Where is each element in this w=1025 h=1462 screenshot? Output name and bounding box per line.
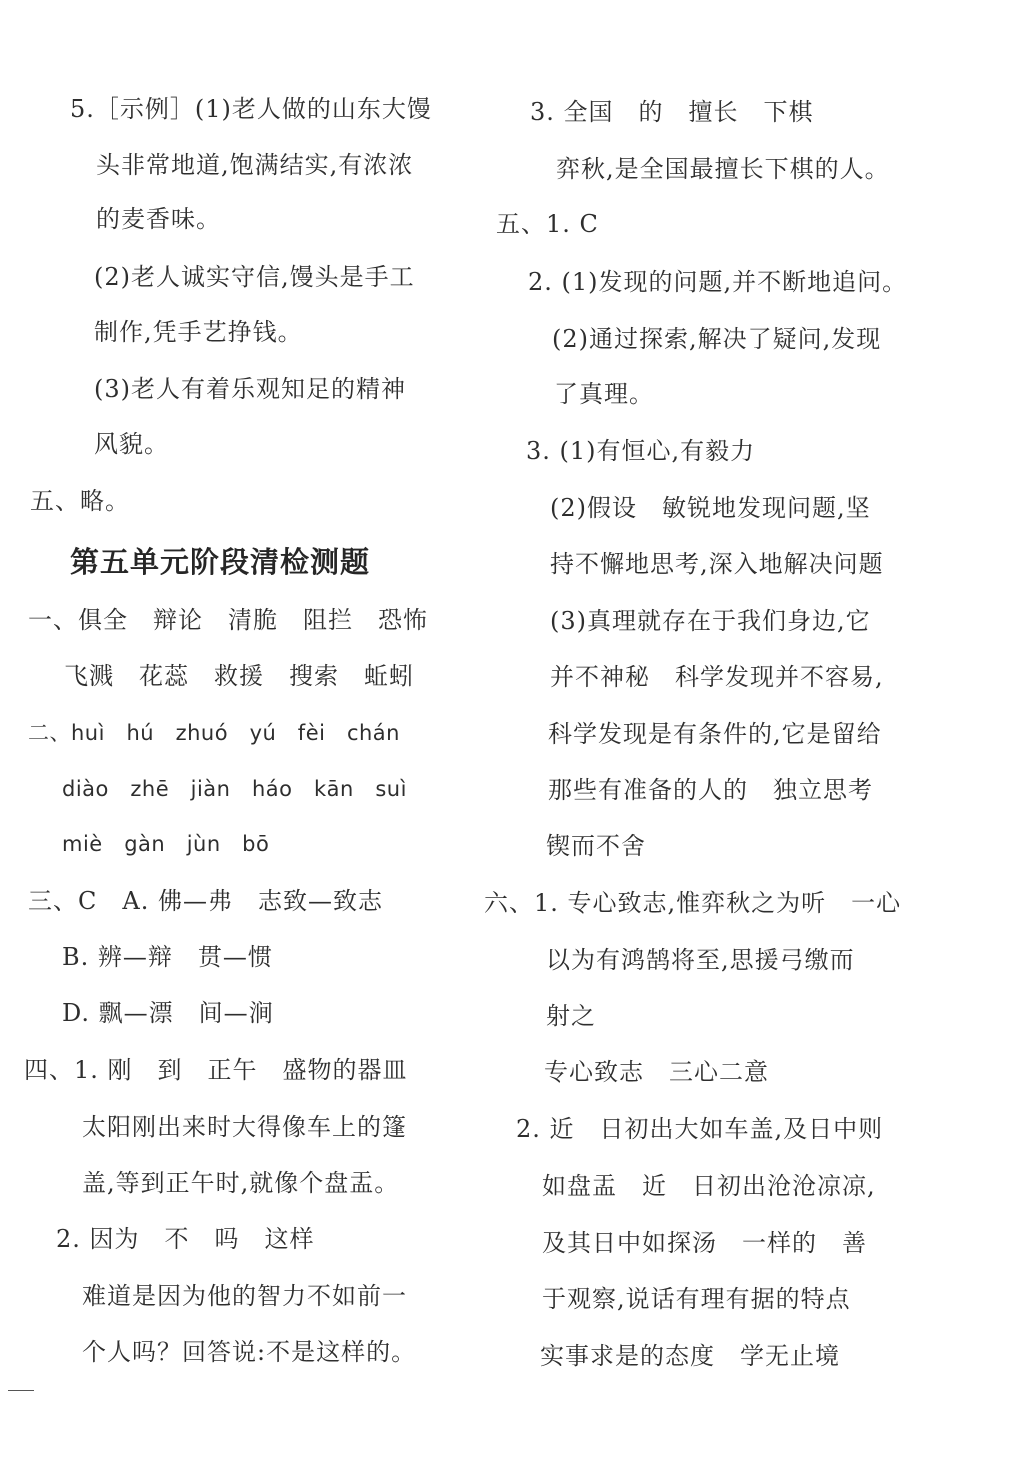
answer-5-3-line-1: (3)老人有着乐观知足的精神 <box>94 375 406 403</box>
section-5-3-line-7: 那些有准备的人的 独立思考 <box>548 776 873 804</box>
page-edge-mark <box>8 1390 34 1391</box>
answer-5-line-2: 头非常地道,饱满结实,有浓浓 <box>96 151 414 179</box>
answer-3-line-2: 弈秋,是全国最擅长下棋的人。 <box>556 155 890 183</box>
section-4-1-line-2: 太阳刚出来时大得像车上的篷 <box>82 1113 407 1141</box>
section-2-pinyin-line-1: 二、huì hú zhuó yú fèi chán <box>28 721 400 745</box>
section-6-1-line-1: 六、1. 专心致志,惟弈秋之为听 一心 <box>484 889 902 917</box>
section-5-3-line-5: 并不神秘 科学发现并不容易, <box>550 663 884 691</box>
section-5-2-line-3: 了真理。 <box>554 380 654 408</box>
section-5-1: 五、1. C <box>496 210 599 238</box>
answer-5-2-line-2: 制作,凭手艺挣钱。 <box>94 318 303 346</box>
section-5-answer: 五、略。 <box>30 487 130 515</box>
section-4-2-line-1: 2. 因为 不 吗 这样 <box>56 1225 315 1253</box>
answer-5-3-line-2: 风貌。 <box>94 430 169 458</box>
section-6-1-line-3: 射之 <box>546 1002 596 1030</box>
section-5-3-line-2: (2)假设 敏锐地发现问题,坚 <box>550 494 871 522</box>
section-6-2-line-4: 于观察,说话有理有据的特点 <box>542 1285 851 1313</box>
section-3-line-2: B. 辨—辩 贯—惯 <box>62 943 273 971</box>
section-5-3-line-3: 持不懈地思考,深入地解决问题 <box>550 550 884 578</box>
answer-3-line-1: 3. 全国 的 擅长 下棋 <box>530 98 814 126</box>
section-6-2-line-2: 如盘盂 近 日初出沧沧凉凉, <box>542 1172 876 1200</box>
section-6-2-line-3: 及其日中如探汤 一样的 善 <box>542 1229 867 1257</box>
section-4-1-line-1: 四、1. 刚 到 正午 盛物的器皿 <box>24 1056 408 1084</box>
section-4-2-line-2: 难道是因为他的智力不如前一 <box>82 1282 407 1310</box>
answer-5-line-3: 的麦香味。 <box>96 205 221 233</box>
section-4-1-line-3: 盖,等到正午时,就像个盘盂。 <box>82 1169 400 1197</box>
answer-5-line-1: 5.［示例］(1)老人做的山东大馒 <box>70 95 432 123</box>
section-5-3-line-8: 锲而不舍 <box>546 832 646 860</box>
section-6-1-line-2: 以为有鸿鹄将至,思援弓缴而 <box>546 946 855 974</box>
section-5-2-line-1: 2. (1)发现的问题,并不断地追问。 <box>528 268 908 296</box>
section-5-3-line-1: 3. (1)有恒心,有毅力 <box>526 437 756 465</box>
section-3-line-1: 三、C A. 佛—弗 志致—致志 <box>28 887 383 915</box>
section-6-2-line-1: 2. 近 日初出大如车盖,及日中则 <box>516 1115 884 1143</box>
answer-5-2-line-1: (2)老人诚实守信,馒头是手工 <box>94 263 415 291</box>
section-2-pinyin-line-3: miè gàn jùn bō <box>62 832 270 856</box>
section-4-2-line-3: 个人吗？回答说:不是这样的。 <box>82 1338 417 1366</box>
unit-title: 第五单元阶段清检测题 <box>70 545 371 579</box>
section-6-2-line-5: 实事求是的态度 学无止境 <box>540 1342 840 1370</box>
section-1-line-1: 一、俱全 辩论 清脆 阻拦 恐怖 <box>28 606 428 634</box>
section-2-pinyin-line-2: diào zhē jiàn háo kān suì <box>62 777 407 801</box>
section-6-1-line-4: 专心致志 三心二意 <box>544 1058 769 1086</box>
section-1-line-2: 飞溅 花蕊 救援 搜索 蚯蚓 <box>64 662 414 690</box>
section-5-2-line-2: (2)通过探索,解决了疑问,发现 <box>552 325 882 353</box>
section-5-3-line-4: (3)真理就存在于我们身边,它 <box>550 607 871 635</box>
section-3-line-3: D. 飘—漂 间—涧 <box>62 999 274 1027</box>
section-5-3-line-6: 科学发现是有条件的,它是留给 <box>548 720 882 748</box>
